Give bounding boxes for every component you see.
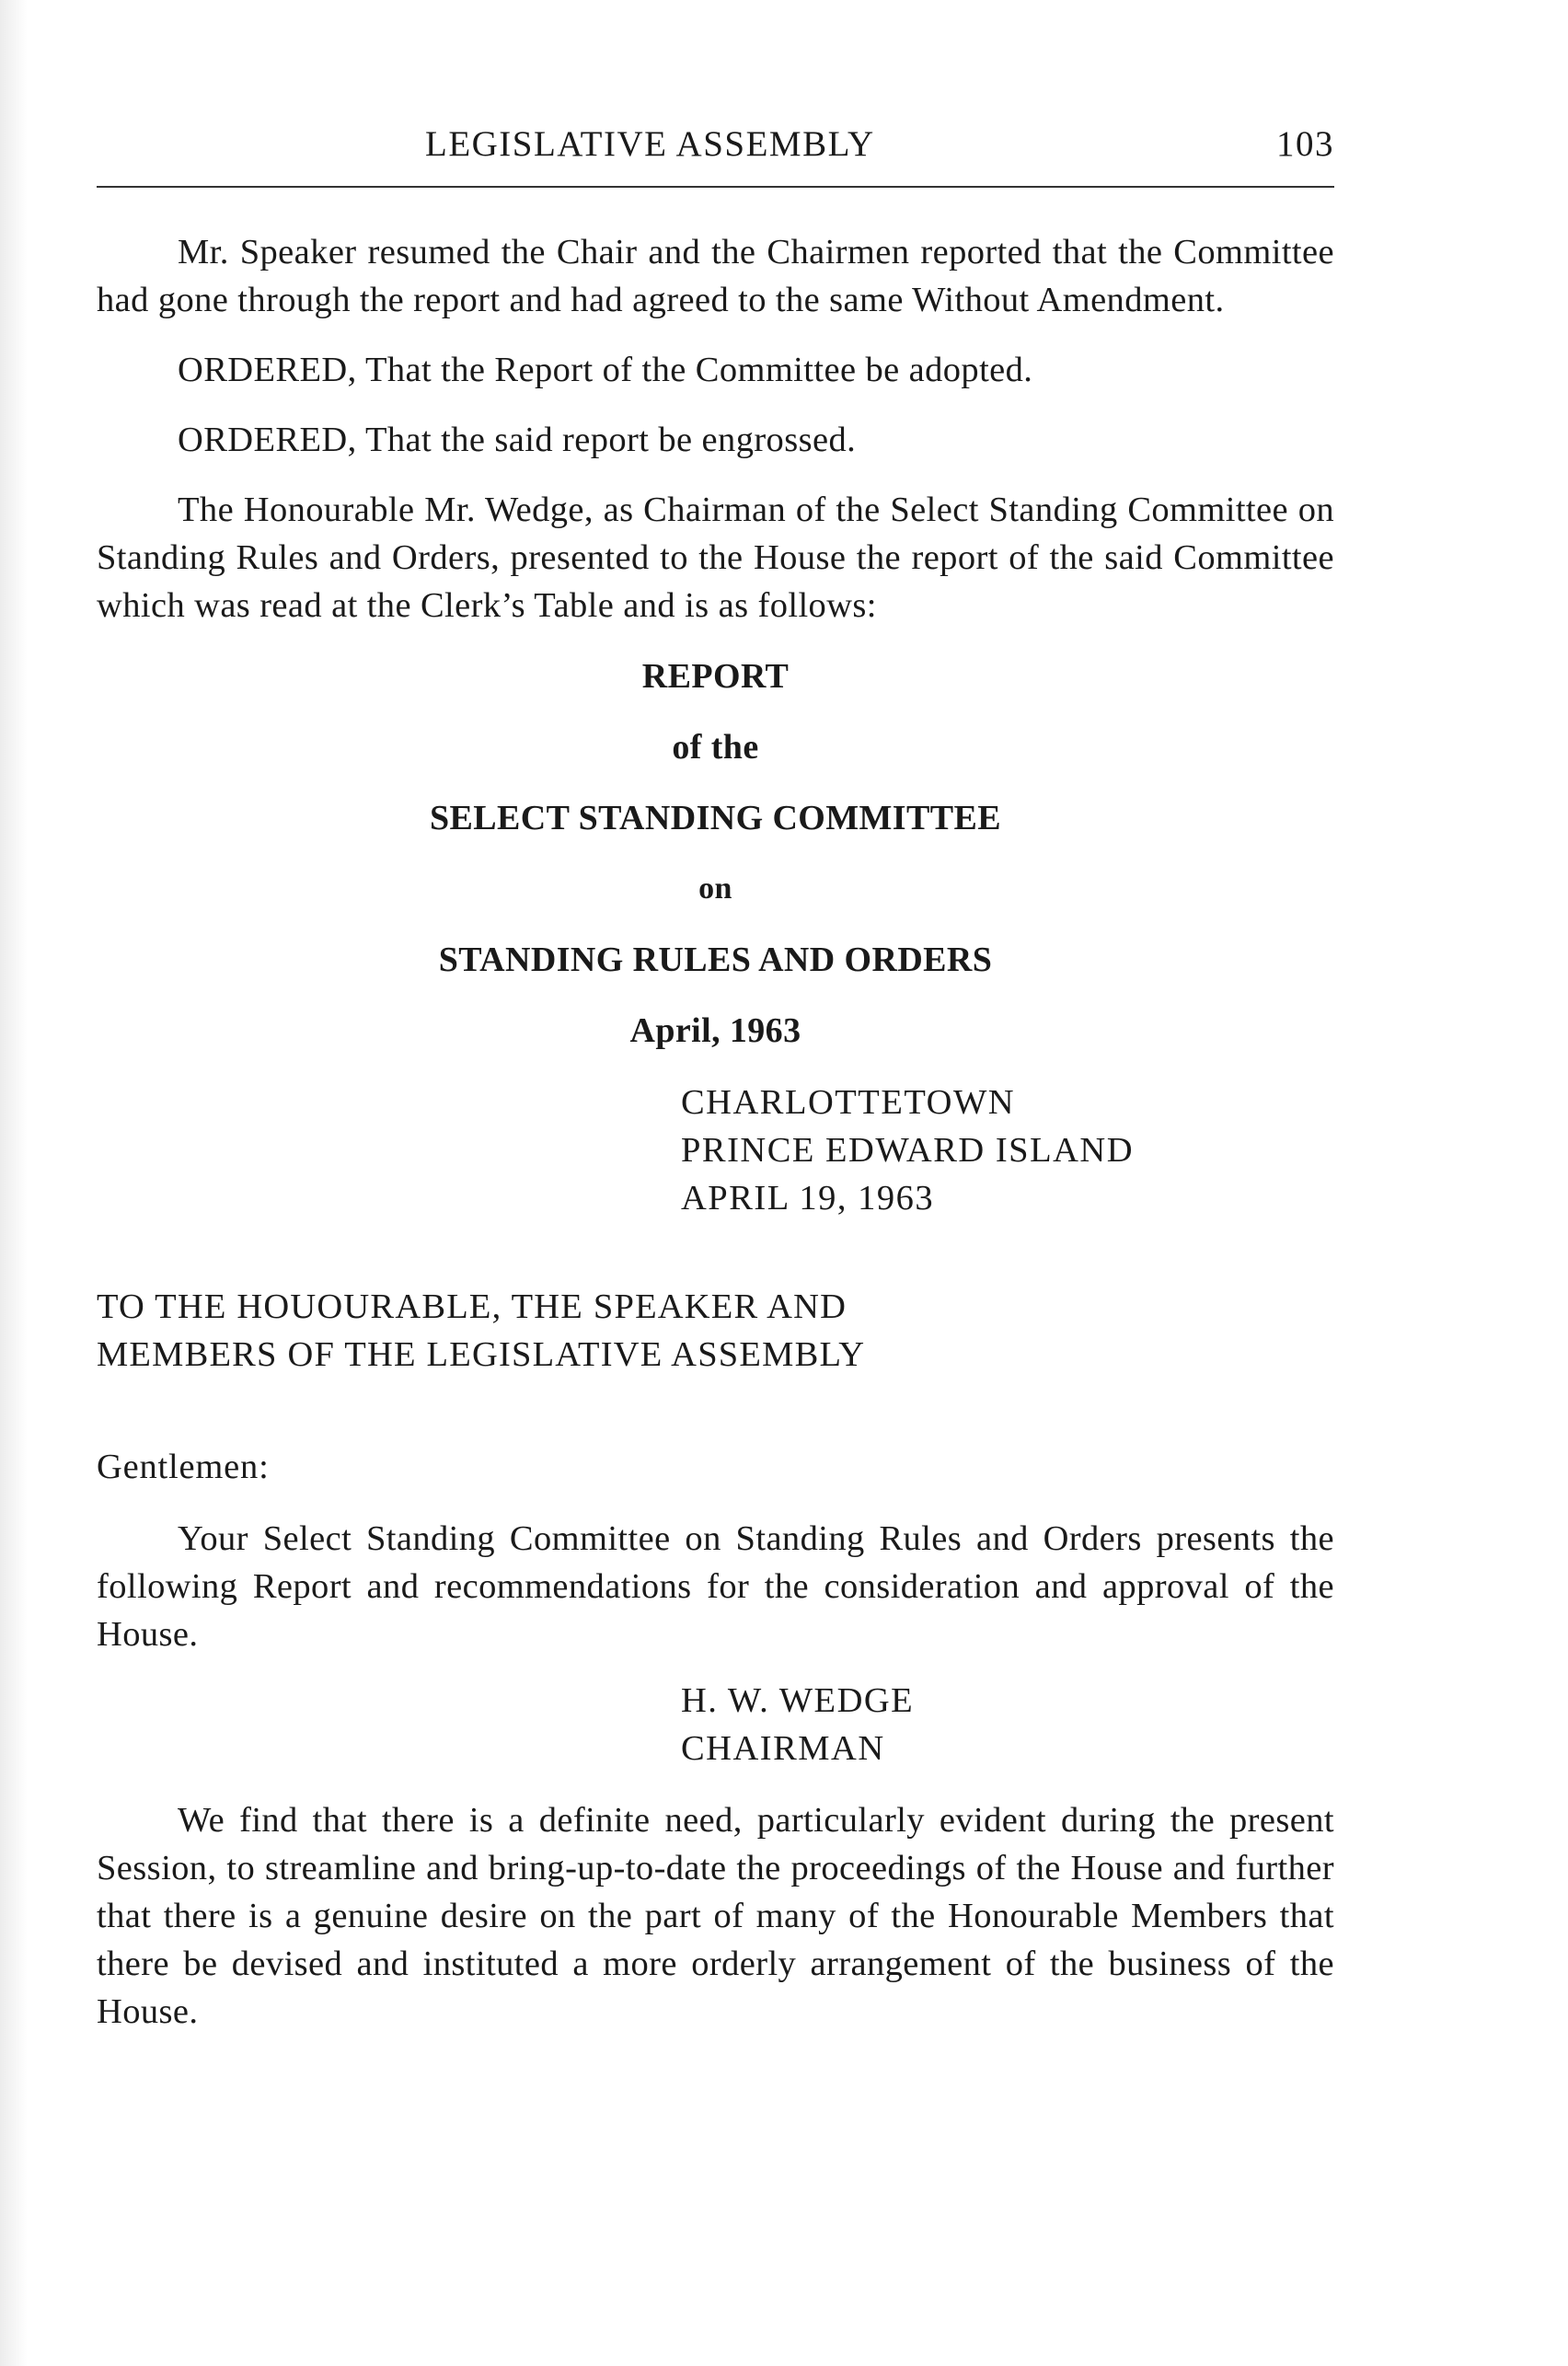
running-header (97, 123, 1334, 169)
signature-name: H. W. WEDGE (681, 1681, 915, 1720)
dateline-place: CHARLOTTETOWN (681, 1083, 1016, 1122)
paragraph-ordered-engrossed: ORDERED, That the said report be engrossed. (178, 421, 857, 459)
report-heading-committee: SELECT STANDING COMMITTEE (430, 799, 1001, 837)
signature-title: CHAIRMAN (681, 1729, 885, 1768)
dateline-date: APRIL 19, 1963 (681, 1179, 935, 1218)
signature-block (97, 1677, 1334, 1772)
paragraph-finding: We find that there is a definite need, particularly evident during the present Session, to streamline and bring-up-to-date the proceedings of the House and further that there is a genuine desire on the part of many of the Honourable Members that there be devised and instituted a more orderly arrangement of the business of the House. (97, 1801, 1334, 2031)
paragraph-intro: Your Select Standing Committee on Standing Rules and Orders presents the following Report and recommendations for the consideration and approval of the House. (97, 1519, 1334, 1654)
paragraph-speaker-resumed: Mr. Speaker resumed the Chair and the Chairmen reported that the Committee had gone through the report and had agreed to the same Without Amendment. (97, 233, 1334, 319)
page-edge-shadow (0, 0, 28, 2366)
salutation: Gentlemen: (97, 1448, 270, 1486)
report-heading (97, 653, 1334, 1054)
page-body (97, 228, 1334, 2036)
dateline-province: PRINCE EDWARD ISLAND (681, 1131, 1134, 1170)
document-page (97, 0, 1334, 2366)
paragraph-report-presented: The Honourable Mr. Wedge, as Chairman of the Select Standing Committee on Standing Rules and Orders, presented to the House the report of the said Committee which was read at the Clerk’s Table and is as follows: (97, 491, 1334, 625)
page-number: 103 (1276, 124, 1334, 164)
address-block (97, 1283, 1334, 1379)
report-heading-on: on (698, 871, 732, 906)
address-line: MEMBERS OF THE LEGISLATIVE ASSEMBLY (97, 1335, 866, 1374)
header-rule (97, 186, 1334, 188)
report-heading-title: REPORT (641, 657, 790, 696)
report-heading-subject: STANDING RULES AND ORDERS (438, 941, 993, 979)
paragraph-ordered-adopted: ORDERED, That the Report of the Committee be adopted. (178, 351, 1033, 389)
report-heading-of-the: of the (672, 728, 759, 767)
report-heading-date: April, 1963 (629, 1011, 801, 1050)
address-line: TO THE HOUOURABLE, THE SPEAKER AND (97, 1287, 847, 1326)
running-title: LEGISLATIVE ASSEMBLY (425, 124, 875, 164)
dateline (97, 1079, 1334, 1222)
